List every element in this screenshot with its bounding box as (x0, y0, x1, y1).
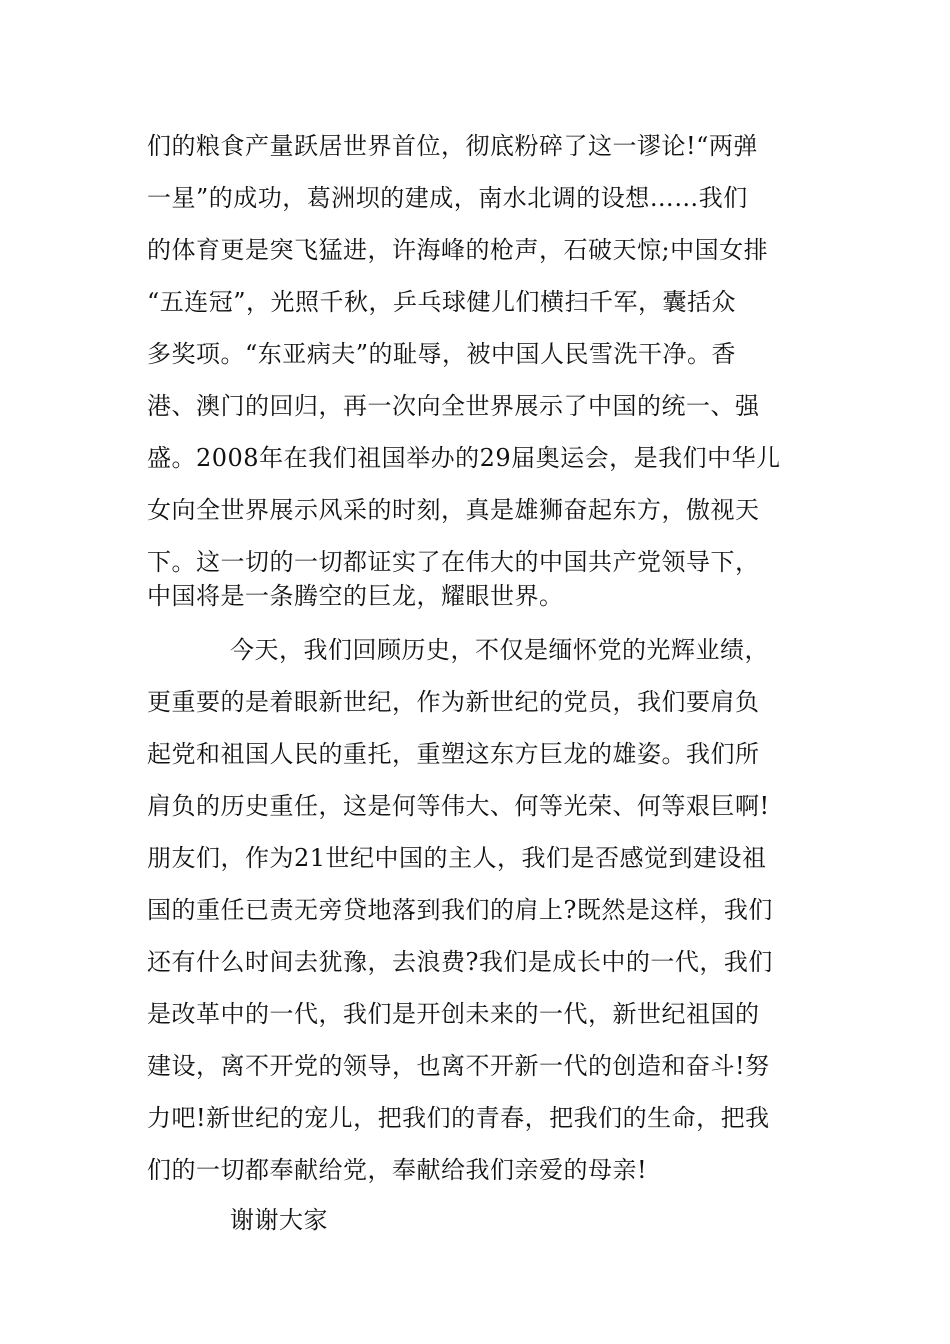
closing-text: 谢谢大家 (230, 1206, 328, 1234)
text-line: 中国将是一条腾空的巨龙，耀眼世界。 (147, 582, 564, 610)
text-line: 更重要的是着眼新世纪，作为新世纪的党员，我们要肩负 (147, 688, 760, 716)
text-line: 一星”的成功，葛洲坝的建成，南水北调的设想……我们 (147, 184, 748, 212)
text-line: 女向全世界展示风采的时刻，真是雄狮奋起东方，傲视天 (147, 496, 760, 524)
text-line: 国的重任已责无旁贷地落到我们的肩上?既然是这样，我们 (147, 896, 773, 924)
text-line: 起党和祖国人民的重托，重塑这东方巨龙的雄姿。我们所 (147, 740, 760, 768)
text-line: 是改革中的一代，我们是开创未来的一代，新世纪祖国的 (147, 1000, 760, 1028)
text-line: 盛。2008年在我们祖国举办的29届奥运会，是我们中华儿 (147, 444, 781, 472)
text-line: 的体育更是突飞猛进，许海峰的枪声，石破天惊;中国女排 (147, 236, 769, 264)
text-line: 港、澳门的回归，再一次向全世界展示了中国的统一、强 (147, 392, 760, 420)
text-line: 朋友们，作为21世纪中国的主人，我们是否感觉到建设祖 (147, 844, 767, 872)
text-line: 力吧!新世纪的宠儿，把我们的青春，把我们的生命，把我 (147, 1104, 770, 1132)
text-line: 肩负的历史重任，这是何等伟大、何等光荣、何等艰巨啊! (147, 792, 770, 820)
text-line: 还有什么时间去犹豫，去浪费?我们是成长中的一代，我们 (147, 948, 773, 976)
text-line: 今天，我们回顾历史，不仅是缅怀党的光辉业绩， (230, 636, 769, 664)
text-line: “五连冠”，光照千秋，乒乓球健儿们横扫千军，囊括众 (147, 288, 737, 316)
text-line: 们的一切都奉献给党，奉献给我们亲爱的母亲! (147, 1156, 648, 1184)
text-line: 多奖项。“东亚病夫”的耻辱，被中国人民雪洗干净。香 (147, 340, 737, 368)
text-line: 下。这一切的一切都证实了在伟大的中国共产党领导下， (147, 548, 760, 576)
text-line: 建设，离不开党的领导，也离不开新一代的创造和奋斗!努 (147, 1052, 770, 1080)
text-line: 们的粮食产量跃居世界首位，彻底粉碎了这一谬论!“两弹 (147, 132, 758, 160)
